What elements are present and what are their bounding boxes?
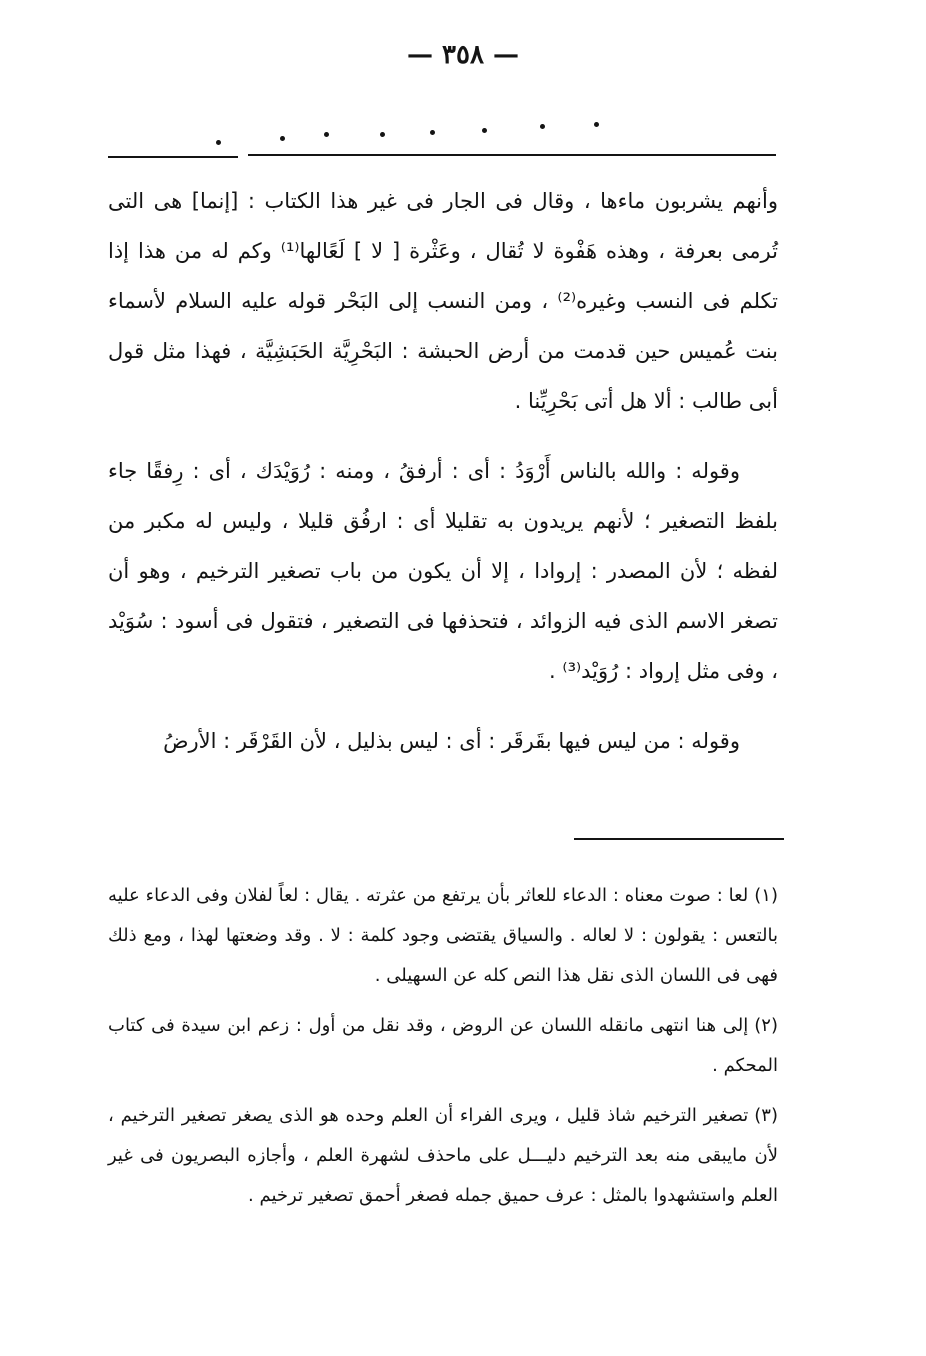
footnotes [108,876,778,1226]
header-rule-left [108,156,238,158]
footnote-marker: (٢) [754,1015,778,1036]
footnote-1 [108,876,778,996]
footnote-text: إلى هنا انتهى مانقله اللسان عن الروض ، وقد نقل من أول : زعم ابن سيدة فى كتاب المحكم . [108,1015,778,1076]
footnote-text: لعا : صوت معناه : الدعاء للعاثر بأن يرتفع من عثرته . يقال : لعاً لفلان وفى الدعاء عليه بالتعس : يقولون : لا لعاله . والسياق يقتضى وجود كلمة : لا . وقد وضعتها لهذا ، ومع ذلك فهى فى اللسان الذى نقل هذا النص كله عن السهيلى . [108,885,778,986]
ornament-dot [324,132,329,137]
footnote-3 [108,1096,778,1216]
footnote-separator [574,838,784,840]
main-text [108,176,778,786]
footnote-marker: (١) [754,885,778,906]
paragraph: وأنهم يشربون ماءها ، وقال فى الجار فى غير هذا الكتاب : [إنما] هى التى تُرمى بعرفة ، وهذه هَفْوة لا تُقال ، وعَثْرة [ لا ] لَعًالها⁽¹⁾ وكم له من هذا إذا تكلم فى النسب وغيره⁽²⁾ ، ومن النسب إلى البَحْر قوله عليه السلام لأسماء بنت عُميس حين قدمت من أرض الحبشة : البَحْرِيَّة الحَبَشِيَّة ، فهذا مثل قول أبى طالب : ألا هل أتى بَحْرِيِّنا . [108,189,778,413]
footnote-marker: (٣) [754,1105,778,1126]
header-rule-right [248,154,776,156]
ornament-dot [594,122,599,127]
ornament-dot [216,140,221,145]
paragraph: وقوله : والله بالناس أَرْوَدُ : أى : أرفقُ ، ومنه : رُوَيْدَك ، أى : رِفقًا جاء بلفظ التصغير ؛ لأنهم يريدون به تقليلا أى : ارفُق قليلا ، وليس له مكبر من لفظه ؛ لأن المصدر : إروادا ، إلا أن يكون من باب تصغير الترخيم ، وهو أن تصغر الاسم الذى فيه الزوائد ، فتحذفها فى التصغير ، فتقول فى أسود : سُوَيْد ، وفى مثل إرواد : رُوَيْد⁽³⁾ . [108,459,778,683]
ornament-dot [280,136,285,141]
page-number: — ٣٥٨ — [406,40,520,70]
footnote-2 [108,1006,778,1086]
ornament-dot [430,130,435,135]
ornamental-dots [200,118,620,148]
ornament-dot [482,128,487,133]
ornament-dot [540,124,545,129]
ornament-dot [380,132,385,137]
paragraph: وقوله : من ليس فيها بقَرقَر : أى : ليس بذليل ، لأن القَرْقَر : الأرضُ [163,729,740,753]
footnote-text: تصغير الترخيم شاذ قليل ، ويرى الفراء أن العلم وحده هو الذى يصغر تصغير الترخيم ، لأن مايبقى منه بعد الترخيم دليـــل على ماحذف لشهرة العلم ، وأجازه البصريون فى غير العلم واستشهدوا بالمثل : عرف حميق جمله فصغر أحمق تصغير ترخيم . [108,1105,778,1206]
